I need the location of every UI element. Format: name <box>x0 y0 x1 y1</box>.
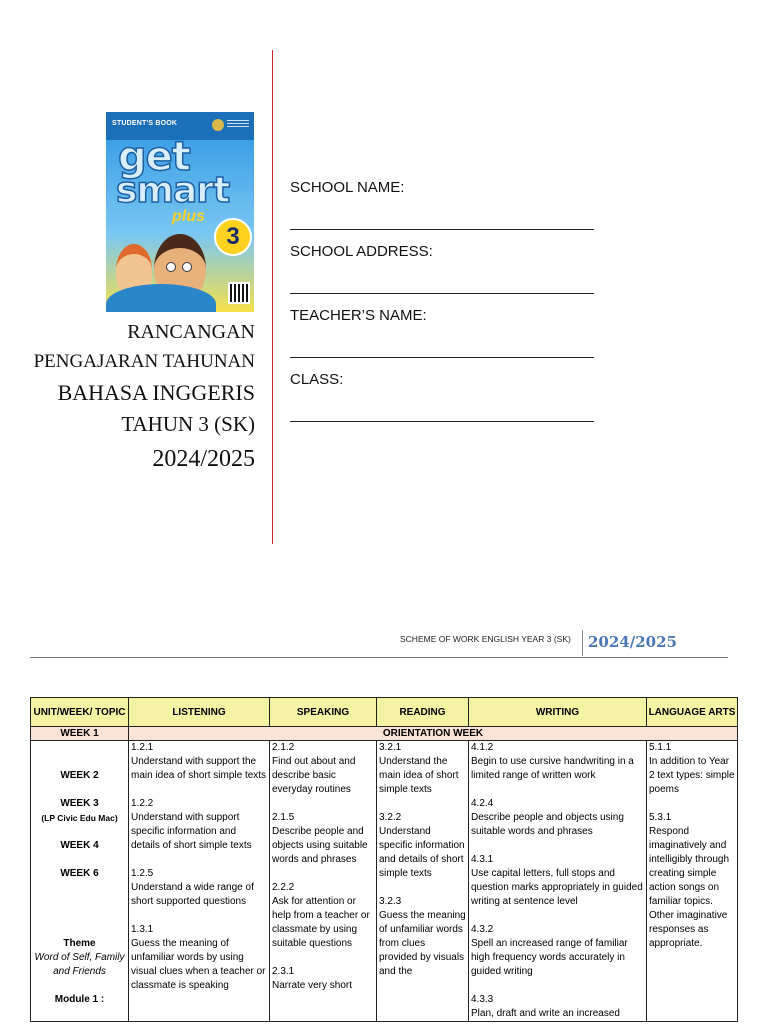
grade-badge: 3 <box>214 218 252 256</box>
teacher-name-label: TEACHER’S NAME: <box>290 307 427 324</box>
speaking-code: 2.2.2 <box>272 882 295 893</box>
week-4-label: WEEK 4 <box>60 840 99 851</box>
scheme-header-year: 2024/2025 <box>588 633 677 651</box>
reading-desc: Understand the main idea of short simple texts <box>379 756 459 795</box>
theme-label: Theme <box>63 938 96 949</box>
cover-logo-smart: smart <box>116 170 230 211</box>
language-arts-cell <box>647 741 738 1022</box>
header-reading: READING <box>377 698 469 727</box>
school-name-label: SCHOOL NAME: <box>290 179 405 196</box>
listening-desc: Understand with support specific information and details of short simple texts <box>131 812 252 851</box>
module-label: Module 1 : <box>54 994 105 1005</box>
cover-label: STUDENT'S BOOK <box>112 120 178 127</box>
scheme-header-rule <box>30 657 728 658</box>
title-line-4: TAHUN 3 (SK) <box>121 412 255 436</box>
listening-code: 1.2.5 <box>131 868 154 879</box>
weeks-cell <box>31 741 129 1022</box>
speaking-desc: Narrate very short <box>272 980 353 991</box>
arts-desc: Respond imaginatively and intelligibly through creating simple action songs on familiar topics. Other imaginative responses as appropriate. <box>649 826 730 949</box>
title-line-2: PENGAJARAN TAHUNAN <box>33 351 255 372</box>
writing-desc: Plan, draft and write an increased <box>471 1008 620 1019</box>
table-row-week-1 <box>31 727 738 741</box>
week-3-label: WEEK 3 <box>60 798 99 809</box>
listening-cell <box>129 741 270 1022</box>
ministry-text-icon <box>227 120 249 128</box>
scheme-header-separator <box>582 630 583 656</box>
arts-code: 5.3.1 <box>649 812 672 823</box>
qr-code-icon <box>230 284 248 302</box>
cover-logo-plus: plus <box>172 208 205 225</box>
week-1-label: WEEK 1 <box>31 727 129 741</box>
table-row-module-1 <box>31 741 738 1022</box>
writing-cell <box>469 741 647 1022</box>
listening-desc: Understand a wide range of short supported questions <box>131 882 254 907</box>
scheme-header-title: SCHEME OF WORK ENGLISH YEAR 3 (SK) <box>400 634 571 644</box>
writing-desc: Spell an increased range of familiar high frequency words accurately in guided writing <box>471 938 628 977</box>
writing-desc: Begin to use cursive handwriting in a limited range of written work <box>471 756 634 781</box>
title-line-1: RANCANGAN <box>127 321 255 343</box>
listening-desc: Understand with support the main idea of short simple texts <box>131 756 267 781</box>
writing-code: 4.2.4 <box>471 798 494 809</box>
listening-code: 1.3.1 <box>131 924 154 935</box>
writing-desc: Describe people and objects using suitable words and phrases <box>471 812 624 837</box>
speaking-code: 2.1.2 <box>272 742 295 753</box>
school-name-field[interactable] <box>290 229 594 230</box>
writing-code: 4.3.1 <box>471 854 494 865</box>
school-address-field[interactable] <box>290 293 594 294</box>
teacher-name-field[interactable] <box>290 357 594 358</box>
reading-code: 3.2.2 <box>379 812 402 823</box>
speaking-desc: Ask for attention or help from a teacher or classmate by using suitable questions <box>272 896 370 949</box>
school-address-label: SCHOOL ADDRESS: <box>290 243 433 260</box>
listening-code: 1.2.1 <box>131 742 154 753</box>
class-field[interactable] <box>290 421 594 422</box>
speaking-desc: Describe people and objects using suitable words and phrases <box>272 826 368 865</box>
header-language-arts: LANGUAGE ARTS <box>647 698 738 727</box>
arts-code: 5.1.1 <box>649 742 672 753</box>
title-line-3: BAHASA INGGERIS <box>57 380 255 405</box>
speaking-cell <box>270 741 377 1022</box>
week-6-label: WEEK 6 <box>60 868 99 879</box>
class-label: CLASS: <box>290 371 344 388</box>
scheme-of-work-table <box>30 697 738 1022</box>
reading-code: 3.2.3 <box>379 896 402 907</box>
writing-code: 4.3.2 <box>471 924 494 935</box>
listening-desc: Guess the meaning of unfamiliar words by using visual clues when a teacher or classmate is speaking <box>131 938 266 991</box>
reading-desc: Understand specific information and details of short simple texts <box>379 826 465 879</box>
header-writing: WRITING <box>469 698 647 727</box>
cover-logo-get: get <box>118 134 190 180</box>
title-year: 2024/2025 <box>152 446 255 472</box>
header-unit-week-topic: UNIT/WEEK/ TOPIC <box>31 698 129 727</box>
reading-cell <box>377 741 469 1022</box>
reading-code: 3.2.1 <box>379 742 402 753</box>
reading-desc: Guess the meaning of unfamiliar words from clues provided by visuals and the <box>379 910 466 977</box>
header-speaking: SPEAKING <box>270 698 377 727</box>
header-listening: LISTENING <box>129 698 270 727</box>
writing-code: 4.3.3 <box>471 994 494 1005</box>
speaking-code: 2.3.1 <box>272 966 295 977</box>
book-cover-image <box>106 112 254 312</box>
speaking-desc: Find out about and describe basic everyday routines <box>272 756 356 795</box>
ministry-crest-icon <box>212 119 224 131</box>
week-2-label: WEEK 2 <box>60 770 99 781</box>
orientation-week-label: ORIENTATION WEEK <box>129 727 738 741</box>
week-3-note: (LP Civic Edu Mac) <box>41 813 118 823</box>
writing-code: 4.1.2 <box>471 742 494 753</box>
table-header-row <box>31 698 738 727</box>
speaking-code: 2.1.5 <box>272 812 295 823</box>
theme-description: Word of Self, Family and Friends <box>34 952 125 977</box>
divider-line <box>272 50 273 544</box>
listening-code: 1.2.2 <box>131 798 154 809</box>
writing-desc: Use capital letters, full stops and question marks appropriately in guided writing at sentence level <box>471 868 643 907</box>
arts-desc: In addition to Year 2 text types: simple poems <box>649 756 735 795</box>
